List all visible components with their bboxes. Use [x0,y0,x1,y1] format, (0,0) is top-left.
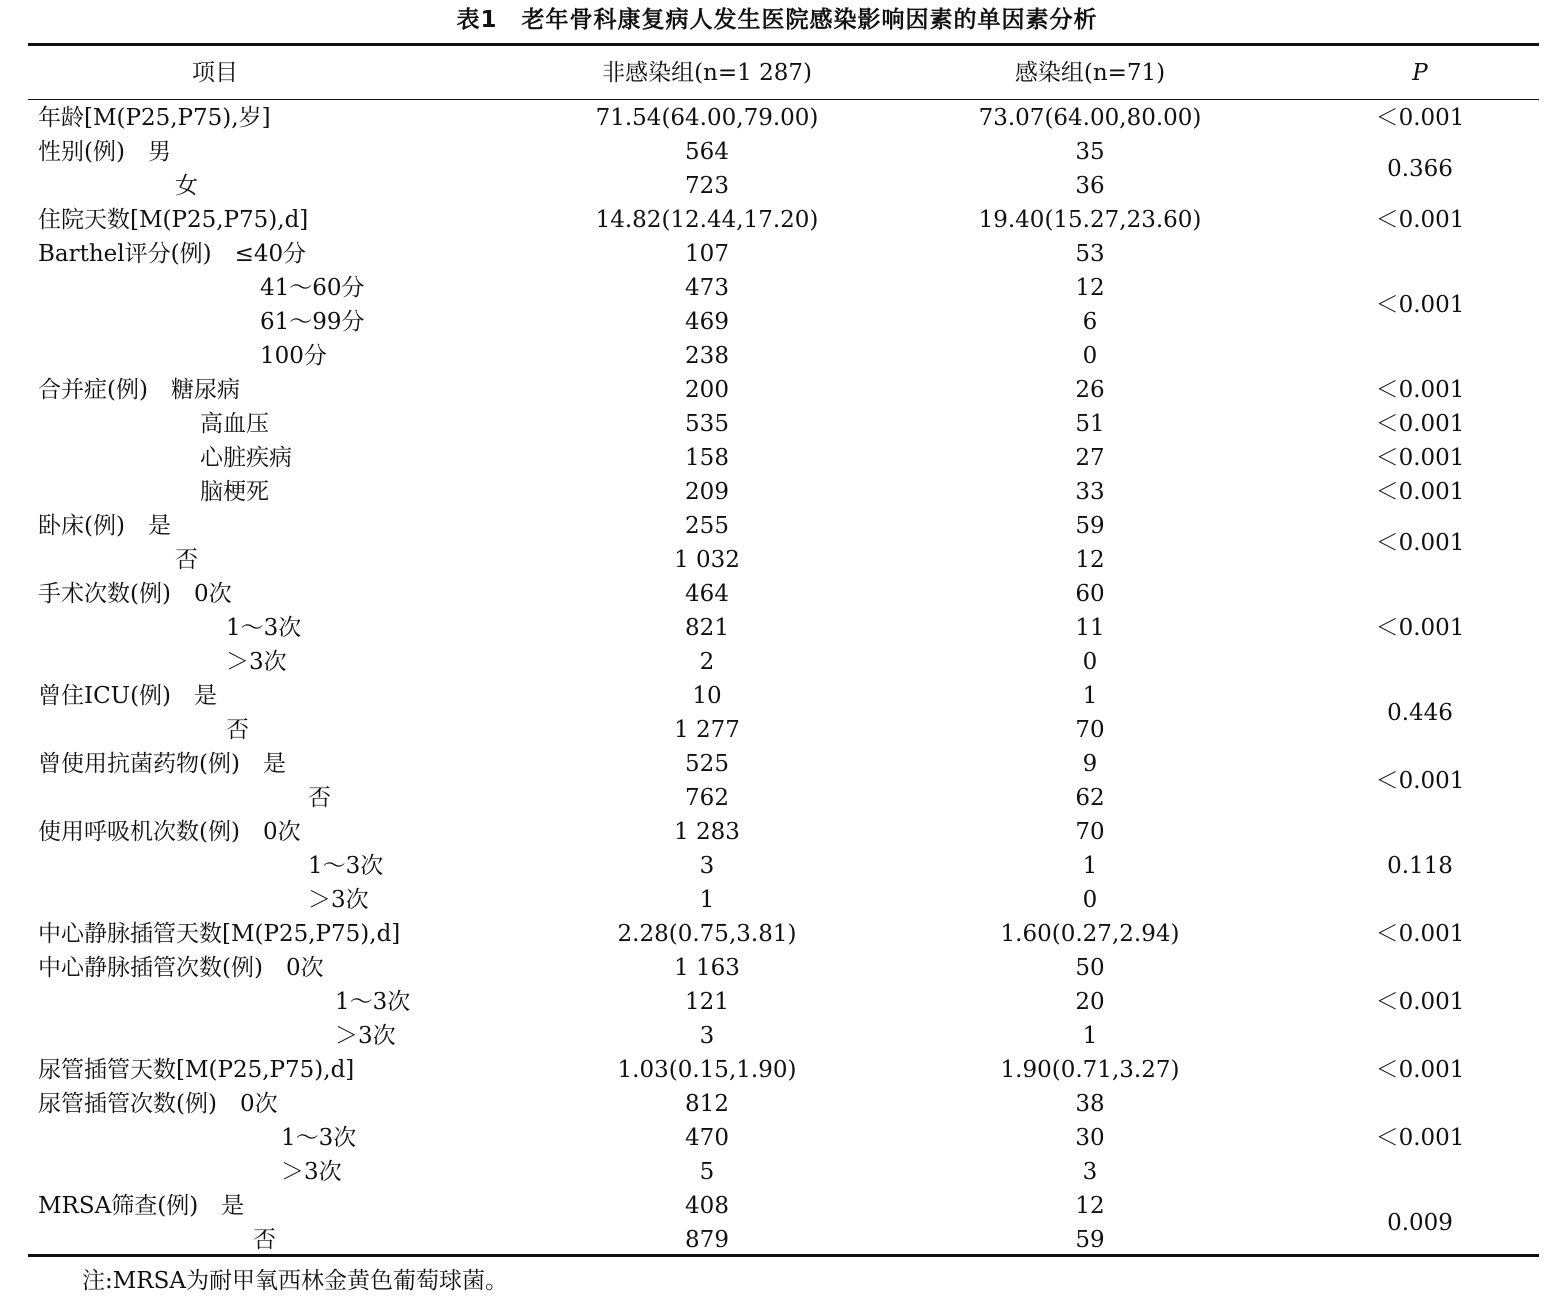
non-infected-value: 469 [685,309,729,335]
row-label: 61～99分 [260,309,365,335]
row-label: 合并症(例) 糖尿病 [38,377,240,403]
row-label: 100分 [260,343,327,369]
infected-value: 59 [1075,513,1105,539]
row-label: 尿管插管次数(例) 0次 [38,1091,278,1117]
infected-value: 27 [1075,445,1105,471]
non-infected-value: 3 [699,853,715,879]
non-infected-value: 473 [685,275,729,301]
non-infected-value: 762 [685,785,729,811]
non-infected-value: 564 [685,139,729,165]
p-value: ＜0.001 [1375,377,1465,403]
non-infected-value: 5 [699,1159,715,1185]
p-value: ＜0.001 [1375,768,1465,794]
infected-value: 73.07(64.00,80.00) [978,105,1202,131]
non-infected-value: 525 [685,751,729,777]
non-infected-value: 121 [685,989,729,1015]
p-value: ＜0.001 [1375,530,1465,556]
row-label: 心脏疾病 [200,445,292,471]
infected-value: 50 [1075,955,1105,981]
table-row [0,577,1554,611]
infected-value: 59 [1075,1227,1105,1253]
non-infected-value: 1 163 [674,955,740,981]
non-infected-value: 158 [685,445,729,471]
row-label: Barthel评分(例) ≤40分 [38,241,307,267]
table-row [0,1155,1554,1189]
non-infected-value: 255 [685,513,729,539]
non-infected-value: 209 [685,479,729,505]
non-infected-value: 2 [699,649,715,675]
infected-value: 36 [1075,173,1105,199]
infected-value: 70 [1075,717,1105,743]
infected-value: 38 [1075,1091,1105,1117]
non-infected-value: 1 277 [674,717,740,743]
infected-value: 12 [1075,275,1105,301]
p-value: 0.118 [1387,853,1453,879]
infected-value: 30 [1075,1125,1105,1151]
row-label: 1～3次 [281,1125,357,1151]
infected-value: 19.40(15.27,23.60) [978,207,1202,233]
table-row [0,645,1554,679]
row-label: ＞3次 [281,1159,342,1185]
row-label: 1～3次 [308,853,384,879]
row-label: 中心静脉插管次数(例) 0次 [38,955,324,981]
p-value: ＜0.001 [1375,105,1465,131]
non-infected-value: 2.28(0.75,3.81) [617,921,797,947]
bottom-rule [28,1254,1539,1257]
row-label: 尿管插管天数[M(P25,P75),d] [38,1057,355,1083]
infected-value: 1 [1082,683,1098,709]
infected-value: 3 [1082,1159,1098,1185]
non-infected-value: 723 [685,173,729,199]
p-value: ＜0.001 [1375,1057,1465,1083]
non-infected-value: 1.03(0.15,1.90) [617,1057,797,1083]
p-value: ＜0.001 [1375,292,1465,318]
infected-value: 1 [1082,1023,1098,1049]
row-label: 高血压 [200,411,269,437]
row-label: 1～3次 [226,615,302,641]
infected-value: 0 [1082,887,1098,913]
row-label: 中心静脉插管天数[M(P25,P75),d] [38,921,401,947]
row-label: 女 [175,173,198,199]
row-label: MRSA筛查(例) 是 [38,1193,245,1219]
p-value: ＜0.001 [1375,445,1465,471]
p-value: ＜0.001 [1375,411,1465,437]
non-infected-value: 812 [685,1091,729,1117]
non-infected-value: 470 [685,1125,729,1151]
table-row [0,951,1554,985]
p-value: ＜0.001 [1375,615,1465,641]
infected-value: 35 [1075,139,1105,165]
row-label: 否 [175,547,198,573]
infected-value: 12 [1075,547,1105,573]
table-row [0,883,1554,917]
infected-value: 62 [1075,785,1105,811]
non-infected-value: 107 [685,241,729,267]
p-value: 0.009 [1387,1210,1453,1236]
table-row [0,815,1554,849]
infected-value: 12 [1075,1193,1105,1219]
row-label: ＞3次 [335,1023,396,1049]
infected-value: 11 [1075,615,1105,641]
p-value: ＜0.001 [1375,1125,1465,1151]
infected-value: 20 [1075,989,1105,1015]
non-infected-value: 1 032 [674,547,740,573]
row-label: 性别(例) 男 [38,139,171,165]
p-value: 0.446 [1387,700,1453,726]
header-item: 项目 [192,60,238,86]
infected-value: 9 [1082,751,1098,777]
p-value: ＜0.001 [1375,921,1465,947]
row-label: ＞3次 [308,887,369,913]
p-value: ＜0.001 [1375,479,1465,505]
header-non-infected: 非感染组(n=1 287) [602,60,812,86]
p-value: 0.366 [1387,156,1453,182]
non-infected-value: 1 283 [674,819,740,845]
table-row [0,1087,1554,1121]
non-infected-value: 1 [699,887,715,913]
table-note: 注:MRSA为耐甲氧西林金黄色葡萄球菌。 [82,1268,508,1294]
non-infected-value: 10 [692,683,722,709]
non-infected-value: 535 [685,411,729,437]
row-label: 41～60分 [260,275,365,301]
infected-value: 0 [1082,343,1098,369]
row-label: 否 [253,1227,276,1253]
non-infected-value: 200 [685,377,729,403]
non-infected-value: 71.54(64.00,79.00) [595,105,819,131]
infected-value: 1.90(0.71,3.27) [1000,1057,1180,1083]
header-infected: 感染组(n=71) [1014,60,1166,86]
row-label: 使用呼吸机次数(例) 0次 [38,819,301,845]
header-rule [28,99,1539,100]
non-infected-value: 464 [685,581,729,607]
infected-value: 6 [1082,309,1098,335]
infected-value: 1.60(0.27,2.94) [1000,921,1180,947]
header-p-value: P [1412,60,1428,86]
infected-value: 51 [1075,411,1105,437]
non-infected-value: 3 [699,1023,715,1049]
table-title: 表1 老年骨科康复病人发生医院感染影响因素的单因素分析 [456,7,1098,33]
row-label: 否 [308,785,331,811]
row-label: 年龄[M(P25,P75),岁] [38,105,271,131]
infected-value: 60 [1075,581,1105,607]
row-label: 脑梗死 [200,479,269,505]
infected-value: 1 [1082,853,1098,879]
row-label: 住院天数[M(P25,P75),d] [38,207,309,233]
row-label: ＞3次 [226,649,287,675]
row-label: 卧床(例) 是 [38,513,171,539]
table-row [0,1019,1554,1053]
p-value: ＜0.001 [1375,207,1465,233]
non-infected-value: 238 [685,343,729,369]
non-infected-value: 879 [685,1227,729,1253]
non-infected-value: 14.82(12.44,17.20) [595,207,819,233]
row-label: 曾使用抗菌药物(例) 是 [38,751,286,777]
infected-value: 53 [1075,241,1105,267]
row-label: 手术次数(例) 0次 [38,581,232,607]
non-infected-value: 408 [685,1193,729,1219]
infected-value: 33 [1075,479,1105,505]
row-label: 1～3次 [335,989,411,1015]
row-label: 否 [226,717,249,743]
top-rule [28,43,1539,46]
row-label: 曾住ICU(例) 是 [38,683,218,709]
non-infected-value: 821 [685,615,729,641]
p-value: ＜0.001 [1375,989,1465,1015]
infected-value: 70 [1075,819,1105,845]
infected-value: 0 [1082,649,1098,675]
infected-value: 26 [1075,377,1105,403]
table-row [0,339,1554,373]
table-row [0,237,1554,271]
